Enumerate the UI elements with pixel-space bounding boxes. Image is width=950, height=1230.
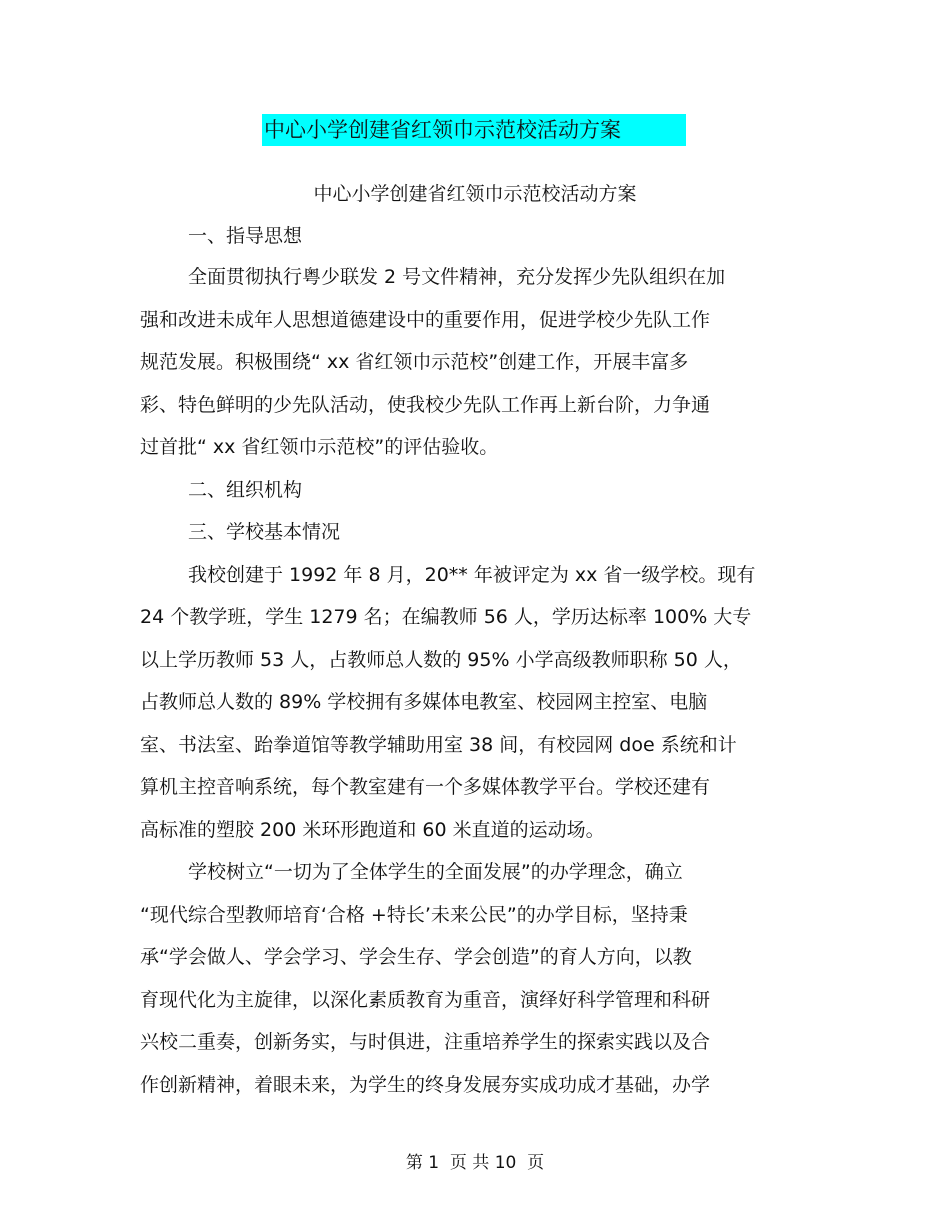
paragraph-line: “现代综合型教师培育‘合格 +特长’未来公民”的办学目标，坚持秉 bbox=[140, 904, 688, 926]
section-heading-organization: 二、组织机构 bbox=[188, 479, 303, 501]
paragraph-line: 以上学历教师 53 人，占教师总人数的 95% 小学高级教师职称 50 人， bbox=[140, 649, 742, 671]
paragraph-line: 规范发展。积极围绕“ xx 省红领巾示范校”创建工作，开展丰富多 bbox=[140, 351, 689, 373]
paragraph-line: 室、书法室、跆拳道馆等教学辅助用室 38 间，有校园网 doe 系统和计 bbox=[140, 734, 737, 756]
section-heading-school-info: 三、学校基本情况 bbox=[188, 521, 341, 543]
paragraph-line: 高标准的塑胶 200 米环形跑道和 60 米直道的运动场。 bbox=[140, 819, 605, 841]
paragraph-line: 作创新精神，着眼未来，为学生的终身发展夯实成功成才基础，办学 bbox=[140, 1074, 711, 1096]
paragraph-line: 兴校二重奏，创新务实，与时俱进，注重培养学生的探索实践以及合 bbox=[140, 1031, 711, 1053]
document-subtitle: 中心小学创建省红领巾示范校活动方案 bbox=[313, 183, 637, 205]
paragraph-line: 强和改进未成年人思想道德建设中的重要作用，促进学校少先队工作 bbox=[140, 309, 711, 331]
paragraph-line: 学校树立“一切为了全体学生的全面发展”的办学理念，确立 bbox=[188, 861, 683, 883]
paragraph-line: 过首批“ xx 省红领巾示范校”的评估验收。 bbox=[140, 436, 499, 458]
paragraph-line: 我校创建于 1992 年 8 月，20** 年被评定为 xx 省一级学校。现有 bbox=[188, 564, 756, 586]
paragraph-line: 算机主控音响系统，每个教室建有一个多媒体教学平台。学校还建有 bbox=[140, 776, 711, 798]
paragraph-line: 育现代化为主旋律，以深化素质教育为重音，演绎好科学管理和科研 bbox=[140, 989, 711, 1011]
document-title: 中心小学创建省红领巾示范校活动方案 bbox=[262, 114, 686, 146]
page-footer: 第 1 页 共 10 页 bbox=[405, 1153, 545, 1173]
paragraph-line: 全面贯彻执行粤少联发 2 号文件精神，充分发挥少先队组织在加 bbox=[188, 266, 726, 288]
paragraph-line: 24 个教学班，学生 1279 名；在编教师 56 人，学历达标率 100% 大专 bbox=[140, 606, 752, 628]
paragraph-line: 彩、特色鲜明的少先队活动，使我校少先队工作再上新台阶，力争通 bbox=[140, 394, 711, 416]
paragraph-line: 占教师总人数的 89% 学校拥有多媒体电教室、校园网主控室、电脑 bbox=[140, 691, 708, 713]
section-heading-guiding-ideology: 一、指导思想 bbox=[188, 225, 303, 247]
paragraph-line: 承“学会做人、学会学习、学会生存、学会创造”的育人方向，以教 bbox=[140, 946, 692, 968]
